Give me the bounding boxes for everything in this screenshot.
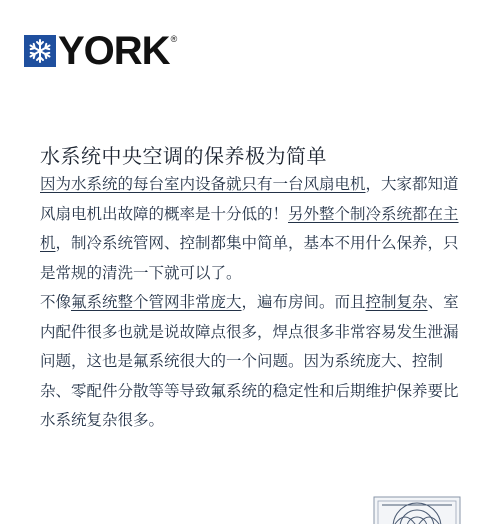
underlined-phrase: 因为水系统的每台室内设备就只有一台风扇电机	[40, 175, 366, 193]
underlined-phrase: 控制复杂	[365, 293, 428, 311]
text-span: 、室内配件很多也就是说故障点很多，焊点很多非常容易发生泄漏问题，这也是氟系统很大的一个问题。因为系统庞大、控制杂、零配件分散等等导致氟系统的稳定性和后期维护保养要比水系统复杂很多。	[40, 293, 459, 429]
paragraph-2	[40, 288, 470, 436]
text-span: ，遍布房间。而且	[241, 293, 366, 311]
underlined-phrase: 氟系统整个管网非常庞大	[71, 293, 242, 311]
registered-mark: ®	[170, 34, 178, 44]
snowflake-icon	[24, 35, 56, 67]
paragraph-1	[40, 170, 470, 288]
underlined-phrase: 另外整个制冷系统都在主机	[40, 204, 459, 252]
text-span: ，制冷系统管网、控制都集中简单，基本不用什么保养，只是常规的清洗一下就可以了。	[40, 234, 459, 282]
york-logo	[24, 29, 178, 73]
logo-wordmark: YORK	[58, 29, 170, 73]
text-span: ，大家都知道风扇电机出故障的概率是十分低的！	[40, 175, 459, 223]
text-span: 不像	[40, 293, 72, 311]
article-body	[40, 170, 470, 436]
decorative-graphic	[372, 493, 462, 524]
page-title: 水系统中央空调的保养极为简单	[40, 144, 327, 168]
